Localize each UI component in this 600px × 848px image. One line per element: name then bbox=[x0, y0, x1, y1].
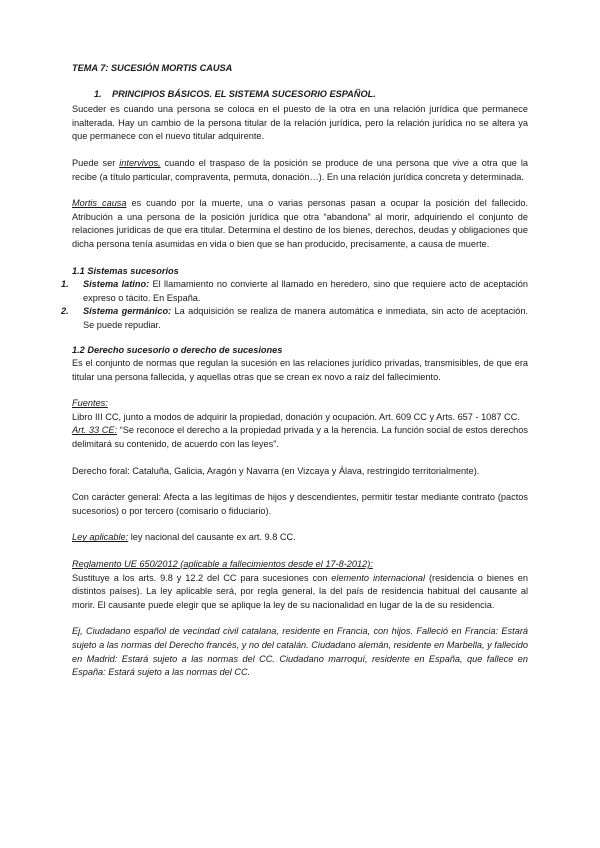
paragraph-derecho-sucesorio: Es el conjunto de normas que regulan la sucesión en las relaciones jurídico privadas, transmisibles, de que era titular una persona fallecida, y aquellas otras que se crean ex novo a raíz del fallecimiento. bbox=[72, 358, 528, 382]
label-fuentes: Fuentes: bbox=[72, 398, 108, 409]
section-1-1-heading: 1.1 Sistemas sucesorios bbox=[72, 265, 179, 276]
document-title: TEMA 7: SUCESIÓN MORTIS CAUSA bbox=[72, 63, 233, 73]
list-text: El llamamiento no convierte al llamado en heredero, sino que requiere acto de aceptación expreso o tácito. En España. bbox=[83, 279, 528, 303]
document-page bbox=[61, 62, 529, 680]
text: (residencia o bienes en distintos países). La ley aplicable será, por regla general, la del país de residencia habitual del causante al morir. El causante puede elegir que se aplique la ley de su nacionalidad en lugar de la de su residencia. bbox=[72, 572, 528, 610]
list-term: Sistema latino: bbox=[83, 279, 150, 290]
list-item bbox=[61, 305, 528, 332]
paragraph-derecho-foral: Derecho foral: Cataluña, Galicia, Aragón y Navarra (en Vizcaya y Álava, restringido territorialmente). bbox=[72, 465, 480, 476]
paragraph-reglamento bbox=[72, 558, 528, 612]
paragraph-caracter-general: Con carácter general: Afecta a las legítimas de hijos y descendientes, permitir testar mediante contrato (pactos sucesorios) o por tercero (comisario o fiduciario). bbox=[72, 492, 528, 516]
paragraph-suceder: Suceder es cuando una persona se coloca en el puesto de la otra en una relación jurídica que permanece inalterada. Hay un cambio de la persona titular de la relación jurídica, pero la relación jurídica no se altera ya que permanece con el nuevo titular adquirente. bbox=[72, 104, 528, 142]
list-item bbox=[61, 278, 528, 305]
section-1-number: 1. bbox=[94, 88, 102, 99]
label-ley-aplicable: Ley aplicable: bbox=[72, 532, 129, 543]
art-33-text: “Se reconoce el derecho a la propiedad privada y a la herencia. La función social de estos derechos delimitará su contenido, de acuerdo con las leyes”. bbox=[72, 425, 528, 450]
paragraph-intervivos bbox=[72, 157, 528, 184]
term-intervivos: intervivos, bbox=[119, 157, 161, 168]
paragraph-fuentes bbox=[72, 397, 528, 451]
paragraph-mortis-causa bbox=[72, 197, 528, 251]
list-number: 2. bbox=[61, 306, 69, 317]
term-elemento-internacional: elemento internacional bbox=[331, 572, 426, 583]
section-1-heading bbox=[72, 88, 528, 102]
paragraph-example: Ej, Ciudadano español de vecindad civil catalana, residente en Francia, con hijos. Falleció en Francia: Estará sujeto a las normas del Derecho francés, y no del catalán. Ciudadano alemán, residente en Marbella, y fallecido en Madrid: Estará sujeto a las normas del CC. Ciudadano marroquí, residente en España, que fallece en España: Estará sujeto a las normas del CC. bbox=[72, 626, 528, 678]
term-mortis-causa: Mortis causa bbox=[72, 198, 127, 209]
text: Sustituye a los arts. 9.8 y 12.2 del CC para sucesiones con bbox=[72, 572, 332, 583]
section-1-2-heading: 1.2 Derecho sucesorio o derecho de sucesiones bbox=[72, 344, 283, 355]
list-text: La adquisición se realiza de manera automática e inmediata, sin acto de aceptación. Se puede repudiar. bbox=[83, 306, 528, 330]
label-reglamento: Reglamento UE 650/2012 (aplicable a fallecimientos desde el 17-8-2012): bbox=[72, 559, 373, 570]
list-term: Sistema germánico: bbox=[83, 306, 172, 317]
section-1-title: PRINCIPIOS BÁSICOS. EL SISTEMA SUCESORIO ESPAÑOL. bbox=[112, 88, 376, 99]
text: es cuando por la muerte, una o varias personas pasan a ocupar la posición del fallecido. Atribución a una persona de la posición jurídica que otra “abandona” al morir, adquiriendo el conjunto de relaciones jurídicas de que era titular. Determina el destino de los bienes, derechos, deudas y obligaciones que dicha persona tenía asumidas en vida o bien que se han producido, precisamente, a causa de muerte. bbox=[72, 198, 528, 249]
label-art-33: Art. 33 CE: bbox=[72, 425, 118, 436]
list-number: 1. bbox=[61, 279, 69, 290]
text: cuando el traspaso de la posición se produce de una persona que vive a otra que la recibe (a título particular, compraventa, permuta, donación…). En una relación jurídica concreta y determinada. bbox=[72, 157, 529, 182]
paragraph-ley-aplicable bbox=[72, 531, 528, 545]
sistemas-list bbox=[61, 278, 528, 332]
text: Puede ser bbox=[72, 157, 120, 168]
ley-aplicable-text: ley nacional del causante ex art. 9.8 CC. bbox=[128, 532, 296, 543]
fuentes-text: Libro III CC, junto a modos de adquirir la propiedad, donación y ocupación. Art. 609 CC y Arts. 657 - 1087 CC. bbox=[72, 411, 520, 422]
